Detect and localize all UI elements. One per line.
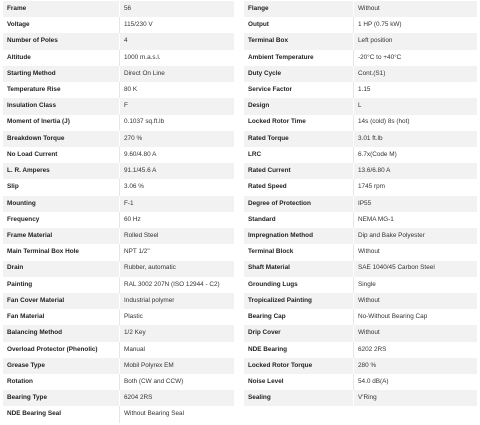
spec-value: 270 % — [124, 134, 143, 142]
spec-label: Ambient Temperature — [244, 50, 354, 66]
spec-value: Without — [358, 248, 380, 256]
spec-value: 1745 rpm — [358, 183, 385, 191]
spec-value: 91.1/45.6 A — [124, 167, 157, 175]
spec-row — [3, 163, 234, 179]
spec-label: Moment of Inertia (J) — [3, 115, 120, 131]
spec-row — [244, 82, 477, 98]
spec-row — [3, 147, 234, 163]
spec-label: No Load Current — [3, 147, 120, 163]
spec-row — [244, 342, 477, 358]
spec-label: Design — [244, 98, 354, 114]
spec-row — [3, 50, 234, 66]
spec-value: NEMA MG-1 — [358, 215, 394, 223]
spec-label: Altitude — [3, 50, 120, 66]
spec-value: Without — [358, 4, 380, 12]
spec-row — [3, 374, 234, 390]
spec-label: Painting — [3, 277, 120, 293]
spec-row — [244, 244, 477, 260]
spec-label: Insulation Class — [3, 98, 120, 114]
spec-value: RAL 3002 207N (ISO 12944 - C2) — [124, 280, 220, 288]
spec-row — [3, 390, 234, 406]
spec-value: F — [124, 102, 128, 110]
spec-label: Frame — [3, 1, 120, 17]
spec-label: Impregnation Method — [244, 228, 354, 244]
spec-row — [3, 325, 234, 341]
spec-label: Fan Cover Material — [3, 293, 120, 309]
spec-value: 1.15 — [358, 86, 371, 93]
spec-row — [244, 50, 477, 66]
spec-label: Tropicalized Painting — [244, 293, 354, 309]
spec-value: 60 Hz — [124, 215, 141, 223]
spec-label: Output — [244, 17, 354, 33]
spec-label: Locked Rotor Time — [244, 115, 354, 131]
spec-value: 6204 2RS — [124, 394, 153, 402]
spec-label: Rotation — [3, 374, 120, 390]
spec-row — [3, 293, 234, 309]
spec-value: Rolled Steel — [124, 231, 159, 239]
spec-label: Flange — [244, 1, 354, 17]
spec-label: Slip — [3, 179, 120, 195]
spec-row — [244, 66, 477, 82]
spec-value: 1000 m.a.s.l. — [124, 53, 161, 61]
spec-label: Balancing Method — [3, 325, 120, 341]
spec-label: Voltage — [3, 17, 120, 33]
spec-row — [244, 309, 477, 325]
spec-label: NDE Bearing — [244, 342, 354, 358]
spec-row — [3, 309, 234, 325]
spec-value: Mobil Polyrex EM — [124, 361, 174, 369]
spec-row — [3, 115, 234, 131]
spec-row — [3, 212, 234, 228]
spec-row — [244, 261, 477, 277]
spec-row — [3, 342, 234, 358]
spec-value: 115/230 V — [124, 21, 153, 29]
spec-row — [244, 163, 477, 179]
spec-label: Drain — [3, 261, 120, 277]
spec-row — [3, 244, 234, 260]
spec-value: -20°C to +40°C — [358, 53, 402, 61]
spec-label: Rated Speed — [244, 179, 354, 195]
spec-value: Cont.(S1) — [358, 69, 386, 77]
spec-table-right — [244, 1, 477, 406]
spec-row — [244, 115, 477, 131]
spec-label: Frame Material — [3, 228, 120, 244]
spec-row — [3, 277, 234, 293]
spec-value: 3.01 ft.lb — [358, 134, 383, 142]
spec-label: Terminal Block — [244, 244, 354, 260]
spec-value: 14s (cold) 8s (hot) — [358, 118, 410, 126]
spec-label: Rated Torque — [244, 131, 354, 147]
spec-row — [3, 196, 234, 212]
spec-row — [3, 228, 234, 244]
spec-row — [3, 131, 234, 147]
spec-value: SAE 1040/45 Carbon Steel — [358, 264, 435, 272]
spec-row — [244, 147, 477, 163]
spec-row — [3, 17, 234, 33]
spec-row — [244, 212, 477, 228]
spec-value: 4 — [124, 37, 128, 45]
spec-label: Rated Current — [244, 163, 354, 179]
spec-row — [244, 277, 477, 293]
spec-row — [244, 98, 477, 114]
spec-label: Bearing Type — [3, 390, 120, 406]
spec-value: 0.1037 sq.ft.lb — [124, 118, 165, 126]
spec-label: Drip Cover — [244, 325, 354, 341]
spec-label: Bearing Cap — [244, 309, 354, 325]
spec-row — [244, 1, 477, 17]
spec-value: Without Bearing Seal — [124, 410, 185, 418]
spec-value: 54.0 dB(A) — [358, 377, 389, 385]
spec-value: 6202 2RS — [358, 345, 387, 353]
spec-label: LRC — [244, 147, 354, 163]
spec-row — [244, 358, 477, 374]
spec-value: F-1 — [124, 199, 134, 207]
spec-label: Frequency — [3, 212, 120, 228]
spec-table-left — [3, 1, 234, 423]
spec-label: Duty Cycle — [244, 66, 354, 82]
spec-label: Standard — [244, 212, 354, 228]
spec-label: Grounding Lugs — [244, 277, 354, 293]
spec-row — [244, 131, 477, 147]
spec-label: Overload Protector (Phenolic) — [3, 342, 120, 358]
spec-label: Shaft Material — [244, 261, 354, 277]
spec-label: Number of Poles — [3, 33, 120, 49]
spec-value: Without — [358, 329, 380, 337]
spec-label: Main Terminal Box Hole — [3, 244, 120, 260]
spec-value: 13.6/6.80 A — [358, 167, 391, 175]
spec-row — [244, 325, 477, 341]
spec-value: 1 HP (0.75 kW) — [358, 21, 402, 29]
spec-row — [3, 82, 234, 98]
spec-value: IP55 — [358, 199, 372, 207]
spec-label: Sealing — [244, 390, 354, 406]
spec-label: Terminal Box — [244, 33, 354, 49]
spec-label: Noise Level — [244, 374, 354, 390]
spec-row — [244, 179, 477, 195]
spec-label: Grease Type — [3, 358, 120, 374]
spec-label: NDE Bearing Seal — [3, 406, 120, 422]
spec-label: Breakdown Torque — [3, 131, 120, 147]
spec-value: Manual — [124, 345, 145, 353]
spec-row — [244, 293, 477, 309]
spec-label: Locked Rotor Torque — [244, 358, 354, 374]
spec-row — [3, 1, 234, 17]
spec-value: Rubber, automatic — [124, 264, 176, 272]
spec-value: Direct On Line — [124, 69, 165, 77]
spec-row — [244, 33, 477, 49]
spec-value: No-Without Bearing Cap — [358, 313, 428, 321]
spec-value: Industrial polymer — [124, 296, 175, 304]
spec-row — [244, 228, 477, 244]
spec-label: Starting Method — [3, 66, 120, 82]
spec-value: NPT 1/2" — [124, 248, 150, 256]
spec-row — [3, 98, 234, 114]
spec-row — [244, 196, 477, 212]
spec-row — [244, 17, 477, 33]
spec-label: L. R. Amperes — [3, 163, 120, 179]
spec-label: Temperature Rise — [3, 82, 120, 98]
spec-row — [3, 179, 234, 195]
spec-value: 280 % — [358, 361, 377, 369]
spec-value: 56 — [124, 4, 132, 12]
spec-label: Service Factor — [244, 82, 354, 98]
spec-value: 80 K — [124, 86, 138, 93]
spec-value: Plastic — [124, 313, 143, 321]
spec-value: Without — [358, 296, 380, 304]
spec-value: 1/2 Key — [124, 329, 146, 337]
spec-value: 6.7x(Code M) — [358, 150, 397, 158]
spec-value: L — [358, 102, 362, 110]
spec-row — [3, 66, 234, 82]
spec-value: Left position — [358, 37, 393, 45]
spec-row — [3, 33, 234, 49]
spec-label: Fan Material — [3, 309, 120, 325]
spec-row — [244, 374, 477, 390]
spec-row — [3, 261, 234, 277]
spec-row — [244, 390, 477, 406]
spec-value: Single — [358, 280, 376, 288]
spec-row — [3, 358, 234, 374]
spec-value: 9.60/4.80 A — [124, 150, 157, 158]
spec-value: Both (CW and CCW) — [124, 377, 184, 385]
spec-label: Mounting — [3, 196, 120, 212]
spec-value: V'Ring — [358, 394, 377, 402]
spec-value: 3.06 % — [124, 183, 144, 191]
spec-label: Degree of Protection — [244, 196, 354, 212]
spec-value: Dip and Bake Polyester — [358, 231, 425, 239]
spec-row — [3, 406, 234, 422]
